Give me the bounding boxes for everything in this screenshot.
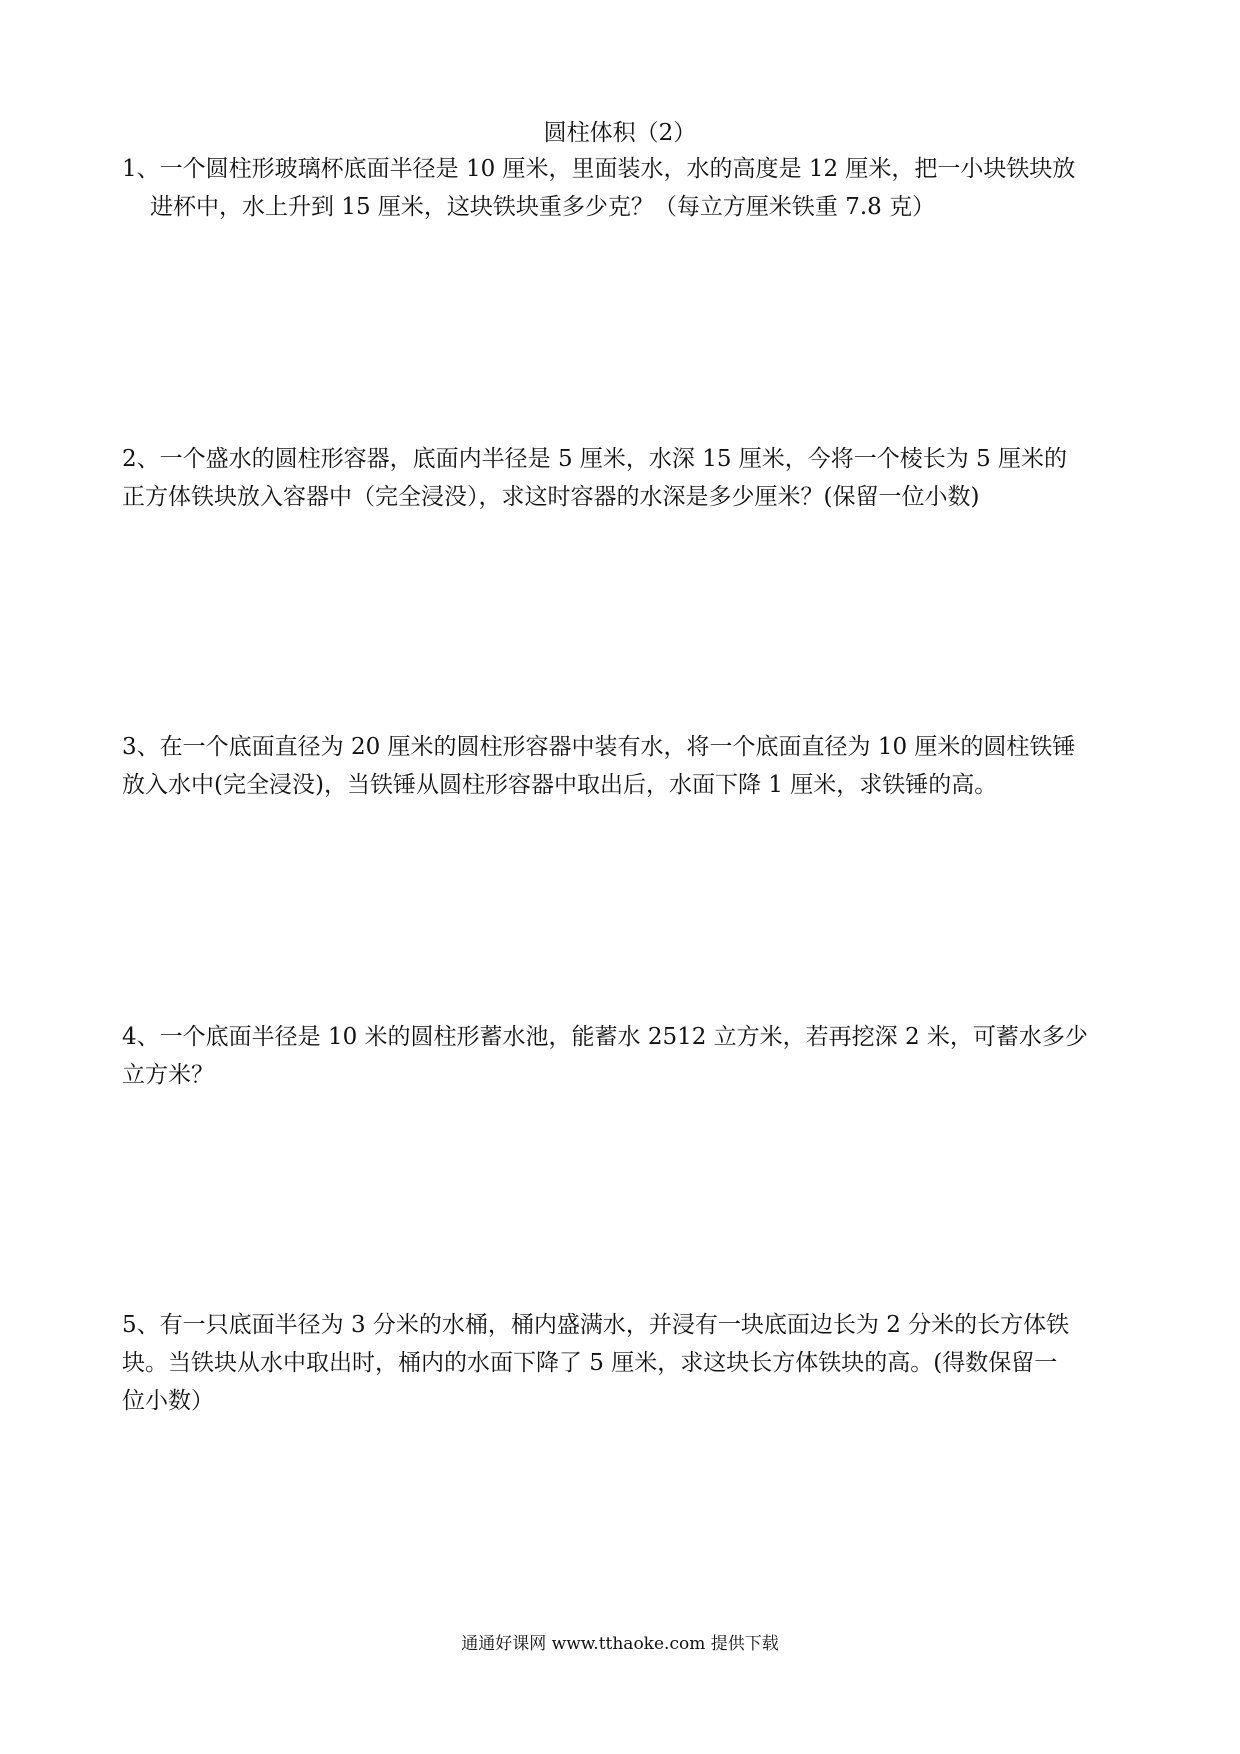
question-5 [122,1306,1132,1420]
question-3 [122,728,1132,804]
question-3-line-2: 放入水中(完全浸没)，当铁锤从圆柱形容器中取出后，水面下降 1 厘米，求铁锤的高。 [122,772,998,798]
question-1 [122,150,1132,226]
question-2-line-1: 2、一个盛水的圆柱形容器，底面内半径是 5 厘米，水深 15 厘米，今将一个棱长为 5 厘米的 [122,446,1068,472]
question-3-line-1: 3、在一个底面直径为 20 厘米的圆柱形容器中装有水，将一个底面直径为 10 厘米的圆柱铁锤 [122,734,1076,760]
page-title: 圆柱体积（2） [543,120,697,146]
page-footer: 通通好课网 www.tthaoke.com 提供下载 [461,1634,779,1654]
question-2 [122,440,1132,516]
question-4 [122,1018,1132,1094]
question-4-line-1: 4、一个底面半径是 10 米的圆柱形蓄水池，能蓄水 2512 立方米，若再挖深 2 米，可蓄水多少 [122,1024,1088,1050]
question-2-line-2: 正方体铁块放入容器中（完全浸没），求这时容器的水深是多少厘米？(保留一位小数) [122,484,980,510]
question-4-line-2: 立方米？ [122,1062,214,1088]
question-1-line-2: 进杯中，水上升到 15 厘米，这块铁块重多少克？（每立方厘米铁重 7.8 克） [150,194,936,220]
question-5-line-2: 块。当铁块从水中取出时，桶内的水面下降了 5 厘米，求这块长方体铁块的高。(得数保留一 [122,1350,1058,1376]
question-1-line-1: 1、一个圆柱形玻璃杯底面半径是 10 厘米，里面装水，水的高度是 12 厘米，把一小块铁块放 [122,156,1076,182]
question-5-line-3: 位小数） [122,1388,214,1414]
question-5-line-1: 5、有一只底面半径为 3 分米的水桶，桶内盛满水，并浸有一块底面边长为 2 分米的长方体铁 [122,1312,1070,1338]
